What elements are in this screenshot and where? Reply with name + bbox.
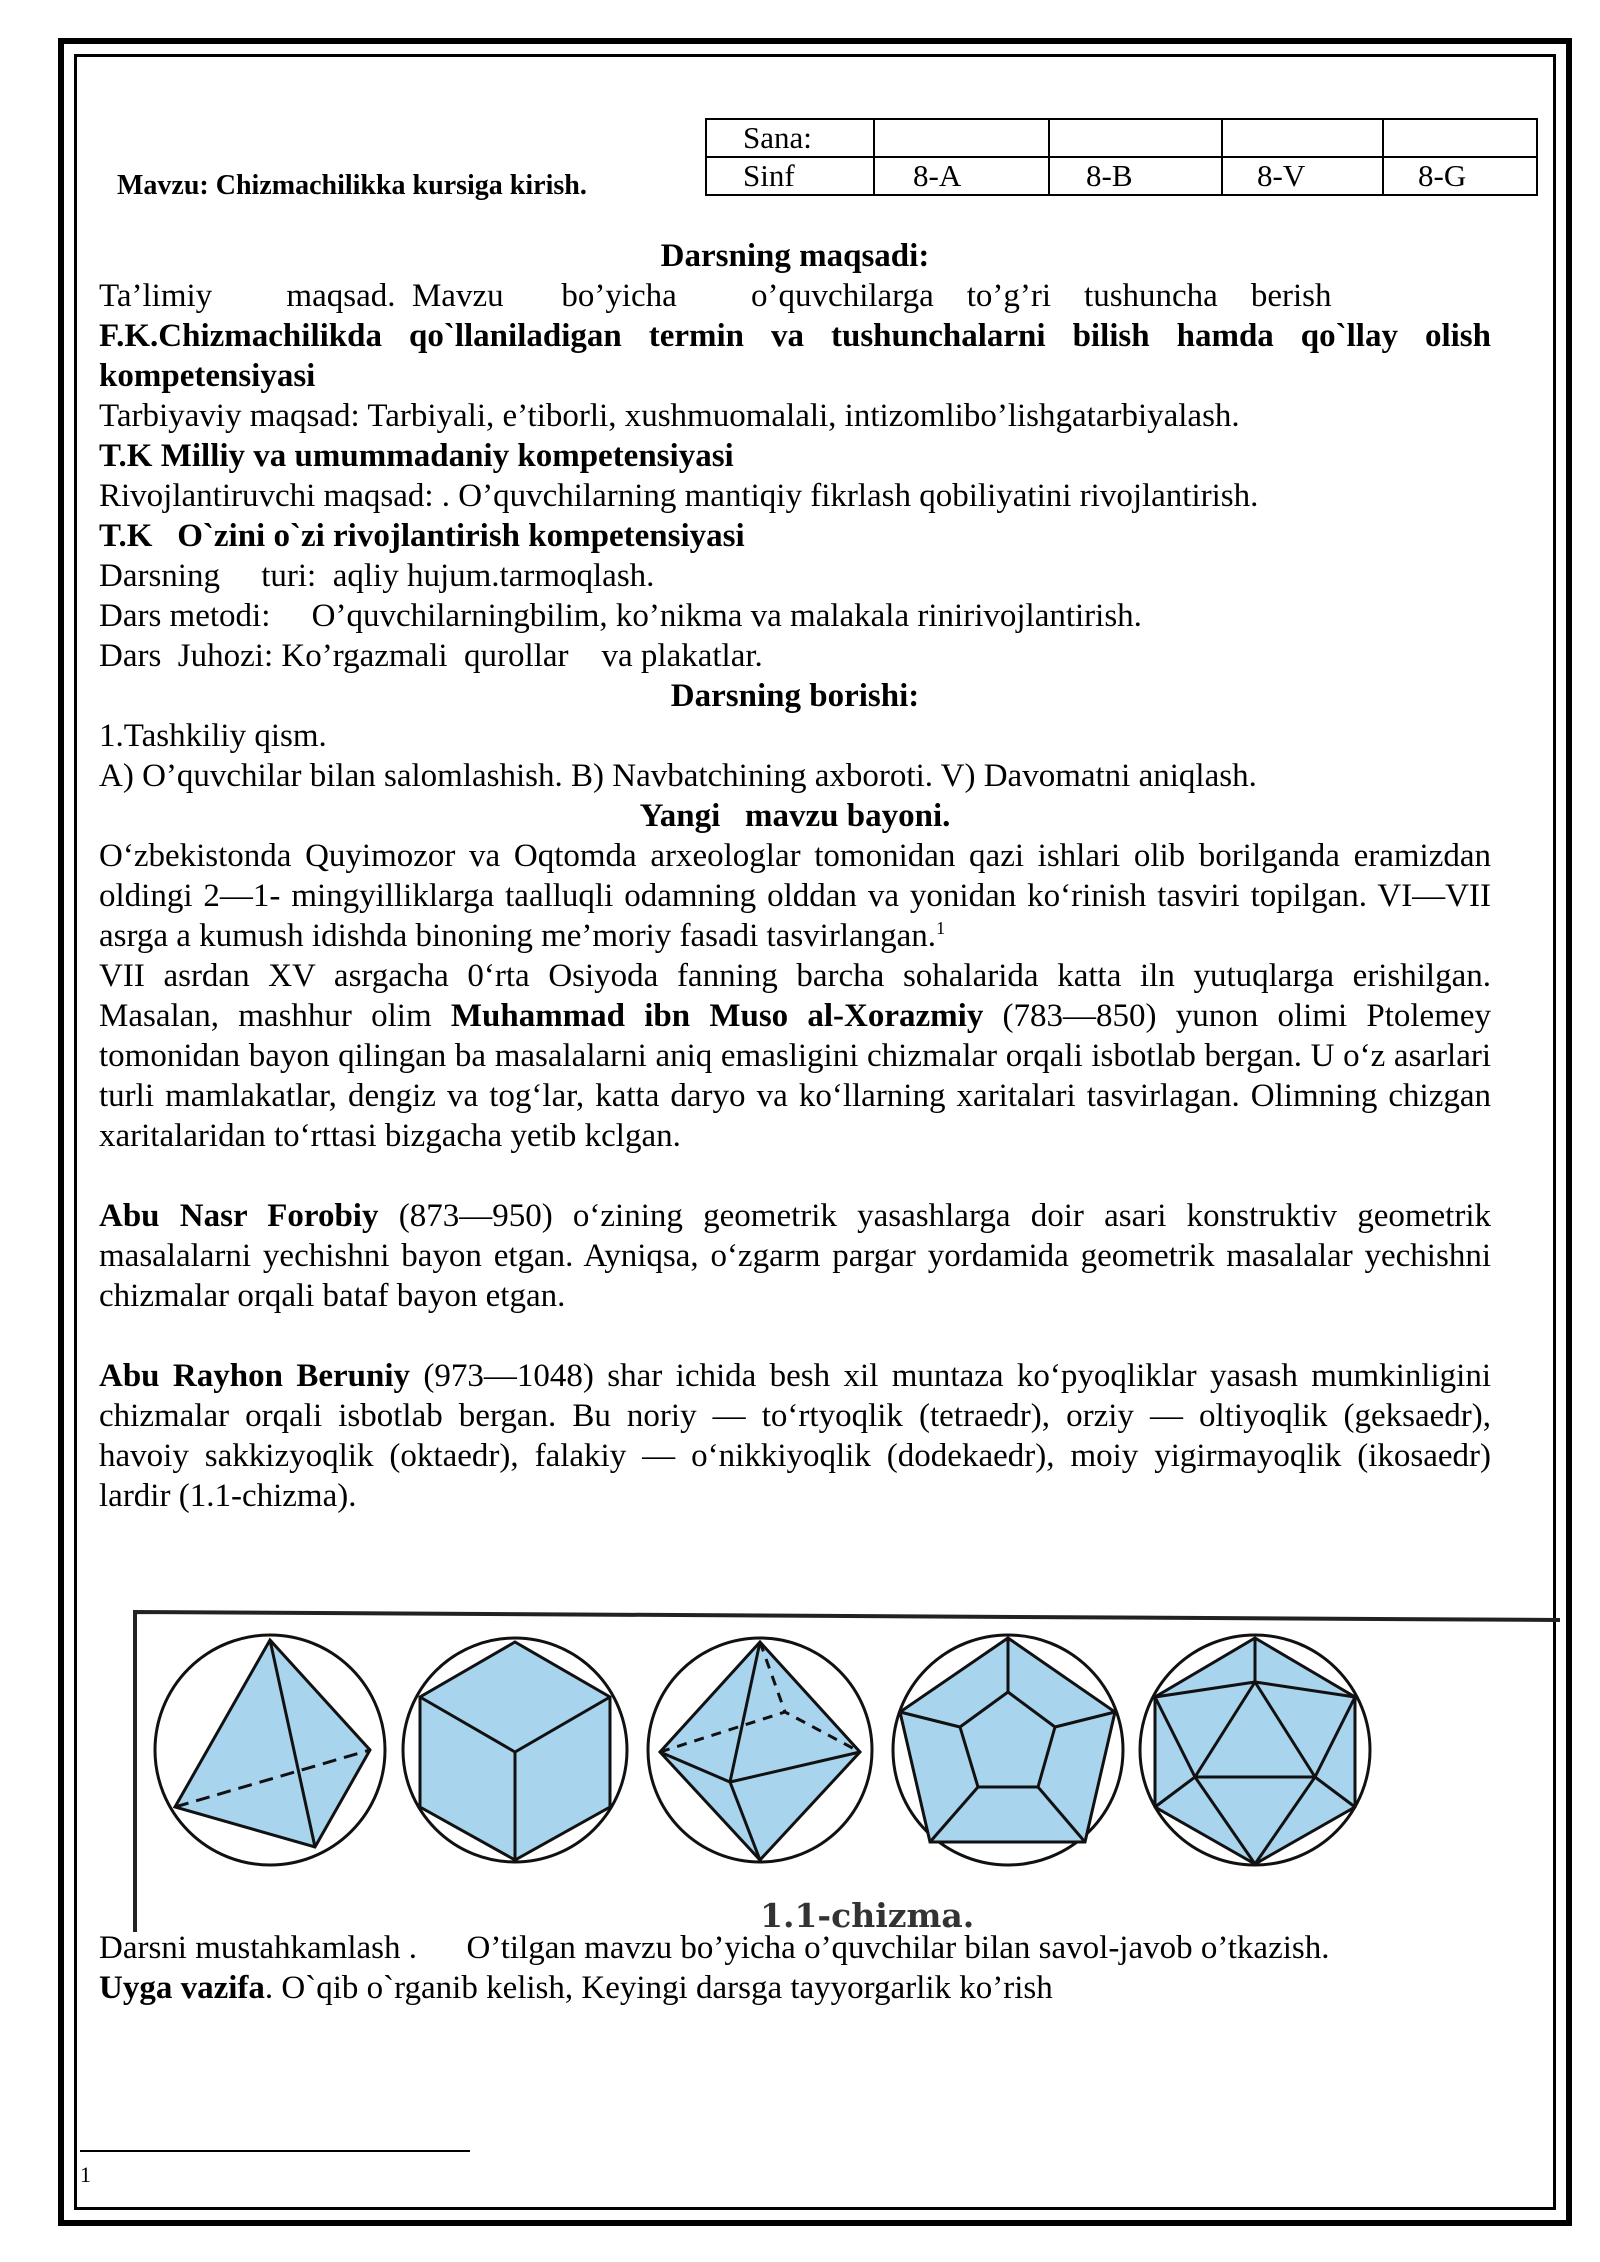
step-organizational: 1.Tashkiliy qism. bbox=[99, 718, 327, 754]
goal-fk: F.K.Chizmachilikda qo`llaniladigan termin va tushunchalarni bilish hamda qo`llay olish kompetensiyasi bbox=[99, 318, 1491, 394]
class-cell: 8-A bbox=[874, 157, 1049, 195]
goals-heading: Darsning maqsadi: bbox=[660, 238, 930, 274]
closing-section bbox=[99, 1928, 1491, 2008]
date-cell bbox=[874, 119, 1049, 157]
homework-text: . O`qib o`rganib kelish, Keyingi darsga tayyorgarlik ko’rish bbox=[264, 1970, 1053, 2006]
progress-heading: Darsning borishi: bbox=[670, 678, 920, 714]
spacer bbox=[99, 1316, 1491, 1356]
goal-talimiy: Ta’limiy maqsad. Mavzu bo’yicha o’quvchilarga to’g’ri tushuncha berish bbox=[99, 278, 1332, 314]
lesson-method: Dars metodi: O’quvchilarningbilim, ko’nikma va malakala rinirivojlantirish. bbox=[99, 598, 1142, 634]
scholar-name: Abu Nasr Forobiy bbox=[99, 1198, 379, 1234]
goal-tk2: T.K O`zini o`zi rivojlantirish kompetensiyasi bbox=[99, 518, 745, 554]
schedule-table bbox=[705, 118, 1538, 196]
footnote-ref: 1 bbox=[936, 918, 946, 938]
reinforcement: Darsni mustahkamlash . O’tilgan mavzu bo’yicha o’quvchilar bilan savol-javob o’tkazish. bbox=[99, 1930, 1330, 1966]
paragraph-text: (783—850) yunon olimi Ptolemey tomonidan bayon qilingan ba masalalarni aniq emasligini chizmalar orqali isbotlab bergan. U o‘z asarlari turli mamlakatlar, dengiz va tog‘lar, katta daryo va ko‘llarning xaritalari tasvirlagan. Olimning chizgan xaritalaridan to‘rttasi bizgacha yetib kclgan. bbox=[99, 998, 1492, 1154]
paragraph-forobiy bbox=[99, 1196, 1491, 1316]
lesson-equipment: Dars Juhozi: Ko’rgazmali qurollar va plakatlar. bbox=[99, 638, 763, 674]
goals-section bbox=[99, 236, 1491, 1516]
schedule-row-class bbox=[706, 157, 1537, 195]
class-cell: 8-V bbox=[1222, 157, 1383, 195]
goal-rivoj: Rivojlantiruvchi maqsad: . O’quvchilarning mantiqiy fikrlash qobiliyatini rivojlantirish. bbox=[99, 478, 1259, 514]
goal-tk1: T.K Milliy va umummadaniy kompetensiyasi bbox=[99, 438, 734, 474]
spacer bbox=[99, 1156, 1491, 1196]
lesson-topic: Mavzu: Chizmachilikka kursiga kirish. bbox=[117, 170, 587, 201]
homework bbox=[99, 1968, 1491, 2008]
paragraph-text: (973—1048) shar ichida besh xil muntaza ko‘pyoqliklar yasash mumkinligini chizmalar orqali isbotlab bergan. Bu noriy — to‘rtyoqlik (tetraedr), orziy — oltiyoqlik (geksaedr), havoiy sakkizyoqlik (oktaedr), falakiy — o‘nikkiyoqlik (dodekaedr), moiy yigirmayoqlik (ikosaedr) lardir (1.1-chizma). bbox=[99, 1358, 1491, 1514]
schedule-row-date bbox=[706, 119, 1537, 157]
footnote-rule bbox=[80, 2150, 470, 2152]
polyhedra-figure bbox=[130, 1602, 1560, 1932]
paragraph-beruniy bbox=[99, 1356, 1491, 1516]
date-cell bbox=[1383, 119, 1537, 157]
class-cell: 8-B bbox=[1049, 157, 1222, 195]
octahedron-shape bbox=[660, 1642, 860, 1860]
paragraph-xorazmiy bbox=[99, 956, 1491, 1156]
homework-label: Uyga vazifa bbox=[99, 1970, 265, 2006]
footnote-number: 1 bbox=[80, 2162, 91, 2187]
class-label: Sinf bbox=[706, 157, 874, 195]
lesson-type: Darsning turi: aqliy hujum.tarmoqlash. bbox=[99, 558, 655, 594]
step-organizational-detail: A) O’quvchilar bilan salomlashish. B) Navbatchining axboroti. V) Davomatni aniqlash. bbox=[99, 758, 1257, 794]
figure-caption: 1.1-chizma. bbox=[760, 1896, 975, 1935]
date-label: Sana: bbox=[706, 119, 874, 157]
date-cell bbox=[1222, 119, 1383, 157]
date-cell bbox=[1049, 119, 1222, 157]
goal-tarbiyaviy: Tarbiyaviy maqsad: Tarbiyali, e’tiborli, xushmuomalali, intizomlibo’lishgatarbiyalash. bbox=[99, 398, 1240, 434]
class-cell: 8-G bbox=[1383, 157, 1537, 195]
paragraph-archaeology-text: O‘zbekistonda Quyimozor va Oqtomda arxeologlar tomonidan qazi ishlari olib borilganda eramizdan oldingi 2—1- mingyilliklarga taalluqli odamning olddan va yonidan ko‘rinish tasviri topilgan. VI—VII asrga a kumush idishda binoning me’moriy fasadi tasvirlangan. bbox=[99, 838, 1491, 954]
paragraph-archaeology bbox=[99, 836, 1491, 956]
paragraph-text: (873—950) o‘zining geometrik yasashlarga doir asari konstruktiv geometrik masalalarni yechishni bayon etgan. Ayniqsa, o‘zgarm pargar yordamida geometrik masalalar yechishni chizmalar orqali bataf bayon etgan. bbox=[99, 1198, 1491, 1314]
paragraph-text: VII asrdan XV asrgacha 0‘rta Osiyoda fanning barcha sohalarida katta iln yutuqlarga erishilgan. Masalan, mashhur olim bbox=[99, 958, 1491, 1034]
scholar-name: Muhammad ibn Muso al-Xorazmiy bbox=[450, 998, 984, 1034]
tetrahedron-shape bbox=[175, 1640, 370, 1847]
new-topic-heading: Yangi mavzu bayoni. bbox=[639, 798, 951, 834]
scholar-name: Abu Rayhon Beruniy bbox=[99, 1358, 411, 1394]
